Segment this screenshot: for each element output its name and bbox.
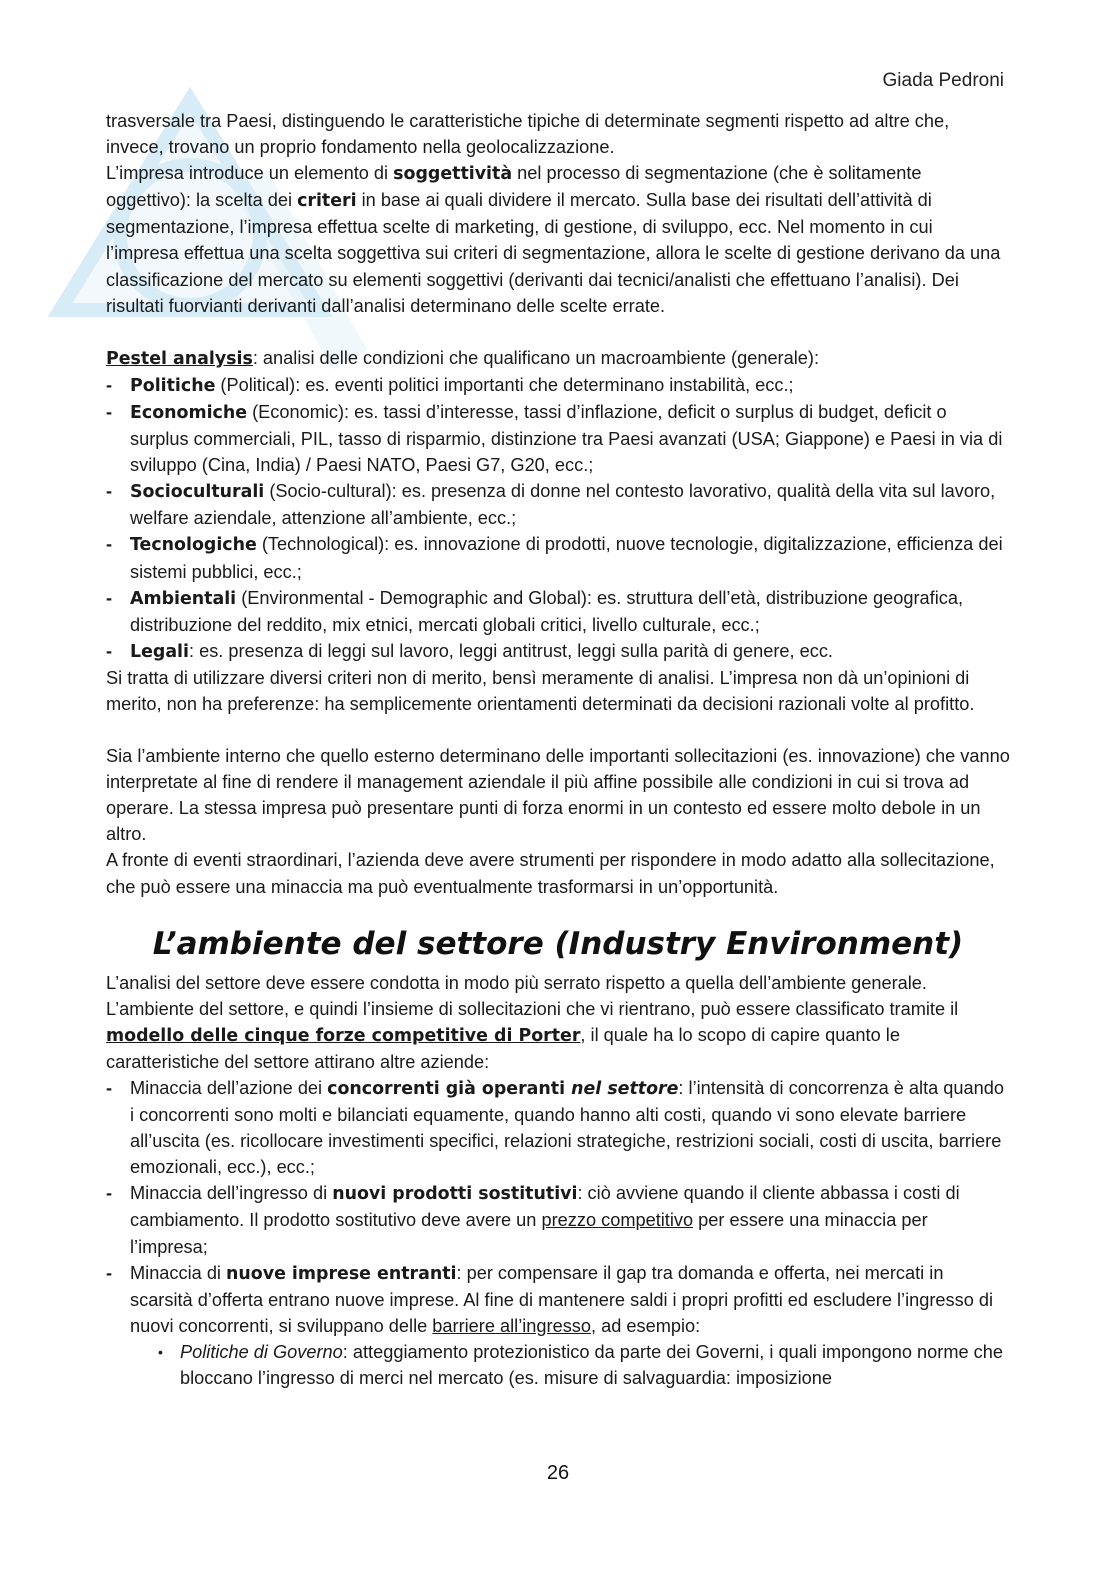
text-run: nel processo di segmentazione (che è solitamente oggettivo): la scelta dei (106, 163, 922, 211)
list-item (106, 1260, 1010, 1391)
list-item (106, 585, 1010, 638)
text-run: in base ai quali dividere il mercato. Sulla base dei risultati dell’attività di segmentazione, l’impresa effettua scelte di marketing, di gestione, di sviluppo, ecc. Nel momento in cui l’impresa effettua una scelta soggettiva sui criteri di segmentazione, allora le scelte di gestione derivano da una classificazione del mercato su elementi soggettivi (derivanti dai tecnici/analisti che effettuano l’analisi). Dei risultati fuorvianti derivanti dall’analisi determinano delle scelte errate. (106, 190, 1001, 316)
list-item (106, 399, 1010, 478)
bold-term: nuovi prodotti sostitutivi (332, 1184, 578, 1205)
text-run: (Socio-cultural): es. presenza di donne nel contesto lavorativo, qualità della vita sul lavoro, welfare aziendale, attenzione all’ambiente, ecc.; (130, 481, 996, 529)
environment-paragraph-2: A fronte di eventi straordinari, l’azienda deve avere strumenti per rispondere in modo adatto alla sollecitazione, che può essere una minaccia ma può eventualmente trasformarsi in un’opportunità. (106, 850, 995, 897)
intro-paragraph-1: trasversale tra Paesi, distinguendo le caratteristiche tipiche di determinate segmenti rispetto ad altre che, invece, trovano un proprio fondamento nella geolocalizzazione. (106, 111, 950, 158)
text-run: Minaccia dell’ingresso di (130, 1183, 333, 1204)
text-run: (Technological): es. innovazione di prodotti, nuove tecnologie, digitalizzazione, efficienza dei sistemi pubblici, ecc.; (130, 534, 1003, 582)
section-heading: L’ambiente del settore (Industry Environment) (152, 925, 964, 962)
list-item (106, 531, 1010, 584)
pestel-list (106, 372, 1010, 665)
list-item (106, 478, 1010, 531)
header-author: Giada Pedroni (882, 70, 1004, 91)
text-run: (Environmental - Demographic and Global): es. struttura dell’età, distribuzione geografica, distribuzione del reddito, mix etnici, mercati globali critici, livello culturale, ecc.; (130, 587, 963, 635)
text-run: per essere una minaccia per l’impresa; (130, 1210, 928, 1257)
text-run: : per compensare il gap tra domanda e offerta, nei mercati in scarsità d’offerta entrano nuove imprese. Al fine di mantenere saldi i propri profitti ed escludere l’ingresso di nuovi concorrenti, si sviluppano delle (130, 1262, 994, 1336)
list-item (156, 1339, 1010, 1391)
porter-forces-list (106, 1075, 1010, 1391)
pestel-term: Economiche (130, 402, 248, 423)
list-item (106, 638, 1010, 665)
environment-paragraph-1: Sia l’ambiente interno che quello esterno determinano delle importanti sollecitazioni (es. innovazione) che vanno interpretate al fine di rendere il management aziendale il più affine possibile alle condizioni in cui si trova ad operare. La stessa impresa può presentare punti di forza enormi in un contesto ed essere molto debole in un altro. (106, 746, 1010, 845)
intro-paragraph-2 (106, 160, 1010, 319)
list-item (106, 372, 1010, 399)
text-run: : ciò avviene quando il cliente abbassa i costi di cambiamento. Il prodotto sostitutivo deve avere un (130, 1183, 960, 1231)
spacer (106, 717, 1010, 743)
text-run: , il quale ha lo scopo di capire quanto le caratteristiche del settore attirano altre aziende: (106, 1024, 900, 1072)
pestel-after: Si tratta di utilizzare diversi criteri non di merito, bensì meramente di analisi. L’impresa non dà un’opinioni di merito, non ha preferenze: ha semplicemente orientamenti determinati da decisioni razionali volte al profitto. (106, 667, 975, 714)
barriers-sublist (130, 1339, 1010, 1391)
page-number: 26 (546, 1462, 570, 1484)
pestel-term: Ambientali (130, 588, 237, 609)
text-run: : analisi delle condizioni che qualificano un macroambiente (generale): (252, 347, 819, 368)
list-item (106, 1075, 1010, 1180)
pestel-term: Legali (130, 641, 189, 662)
text-run: : es. presenza di leggi sul lavoro, leggi antitrust, leggi sulla parità di genere, ecc. (188, 640, 833, 661)
text-run: Minaccia dell’azione dei (130, 1078, 328, 1098)
text-run: L’analisi del settore deve essere condotta in modo più serrato rispetto a quella dell’ambiente generale. L’ambiente del settore, e quindi l’insieme di sollecitazioni che vi rientrano, può essere classificato tramite il (106, 972, 959, 1019)
text-run: (Political): es. eventi politici importanti che determinano instabilità, ecc.; (215, 374, 794, 395)
list-item (106, 1180, 1010, 1259)
text-run: , ad esempio: (591, 1315, 701, 1336)
pestel-title: Pestel analysis (106, 348, 253, 369)
text-run: (Economic): es. tassi d’interesse, tassi d’inflazione, deficit o surplus di budget, deficit o surplus commerciali, PIL, tasso di risparmio, distinzione tra Paesi avanzati (USA; Giappone) e Paesi in via di sviluppo (Cina, India) / Paesi NATO, Paesi G7, G20, ecc.; (130, 401, 1003, 476)
bold-term: concorrenti già operanti (327, 1079, 572, 1099)
spacer (106, 319, 1010, 345)
pestel-term: Socioculturali (130, 482, 265, 503)
pestel-term: Politiche (130, 375, 216, 396)
text-run: Minaccia di (130, 1262, 227, 1283)
page-body (106, 108, 1010, 1391)
underlined-term: barriere all’ingresso (432, 1315, 592, 1336)
text-run: : atteggiamento protezionistico da parte dei Governi, i quali impongono norme che bloccano l’ingresso di merci nel mercato (es. misure di salvaguardia: imposizione (180, 1341, 1003, 1389)
section-intro (106, 970, 1010, 1075)
bold-italic-term: nel settore (571, 1079, 679, 1099)
text-run: : l’intensità di concorrenza è alta quando i concorrenti sono molti e bilanciati equamente, quando hanno alti costi, quando vi sono elevate barriere all’uscita (es. ricollocare investimenti specifici, relazioni strategiche, restrizioni sociali, costi di uscita, barriere emozionali, ecc.), ecc.; (130, 1078, 1004, 1178)
underlined-term: prezzo competitivo (541, 1210, 694, 1231)
pestel-intro (106, 345, 1010, 372)
bold-term: criteri (297, 191, 357, 212)
italic-term: Politiche di Governo (180, 1341, 343, 1362)
bold-term: nuove imprese entranti (226, 1263, 457, 1284)
porter-model-term: modello delle cinque forze competitive di Porter (106, 1025, 581, 1046)
pestel-term: Tecnologiche (130, 535, 257, 556)
text-run: L’impresa introduce un elemento di (106, 163, 394, 184)
bold-term: soggettività (393, 164, 513, 185)
